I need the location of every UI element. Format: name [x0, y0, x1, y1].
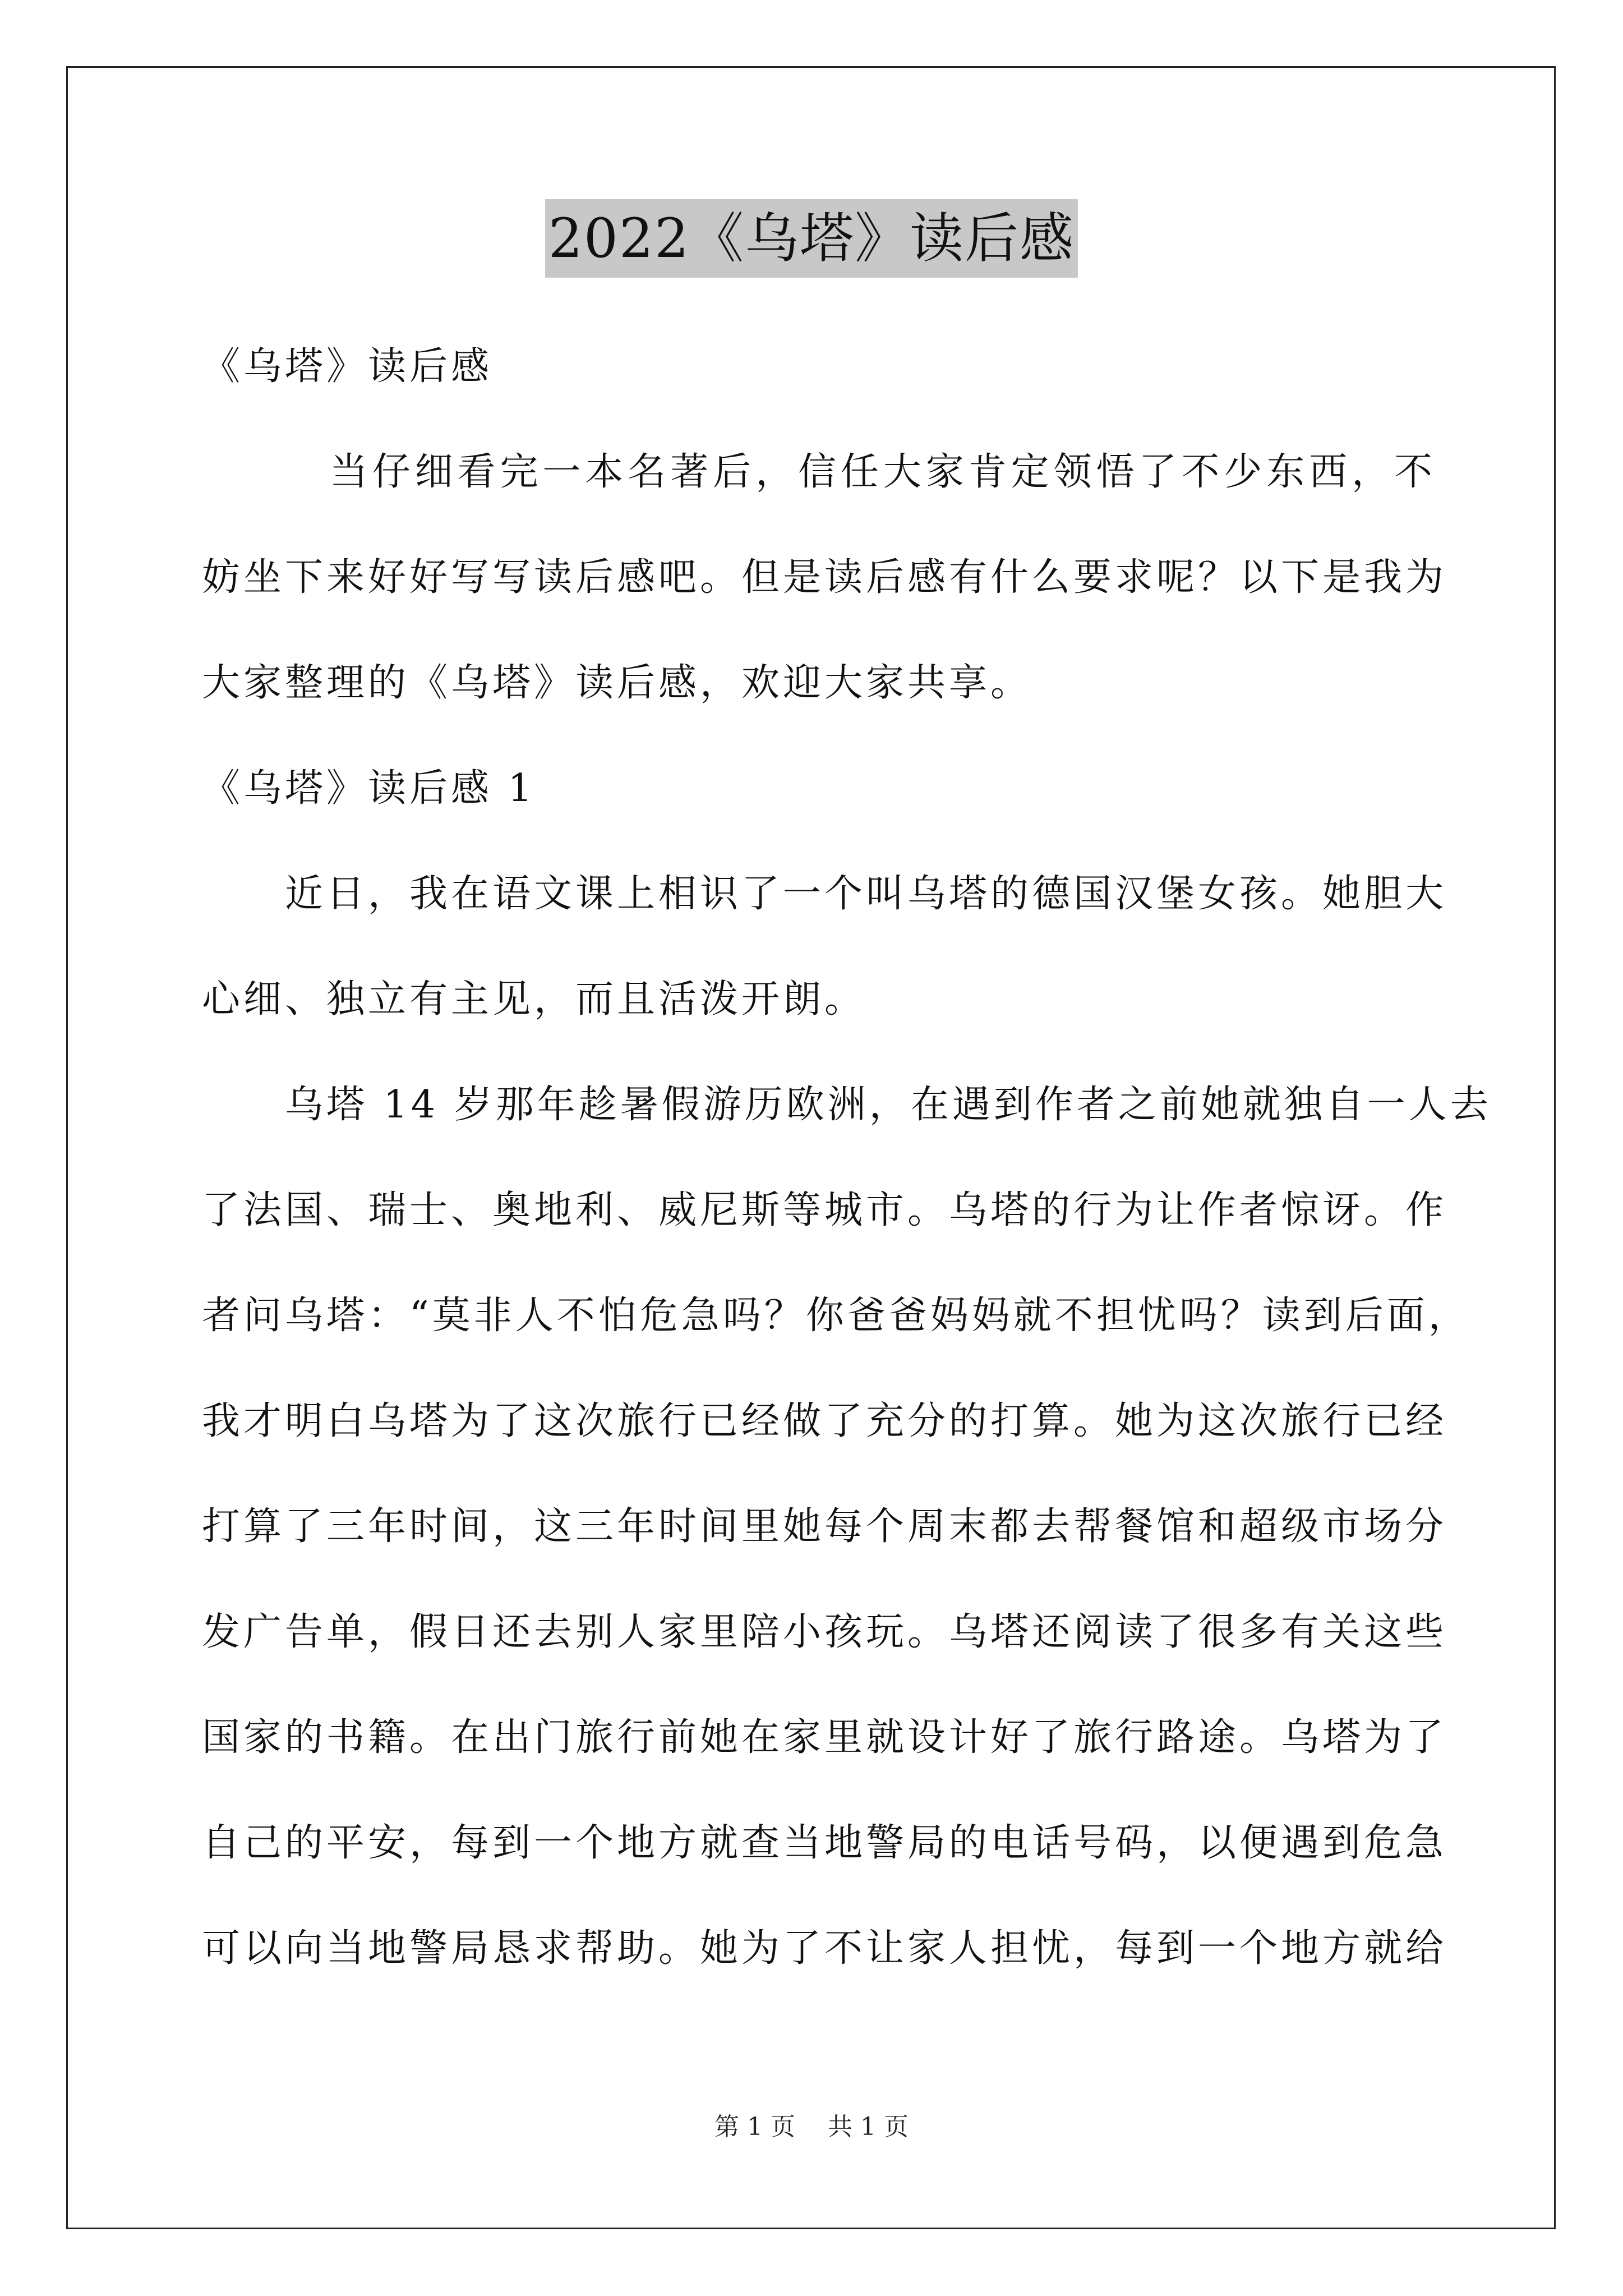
body-line: 发广告单，假日还去别人家里陪小孩玩。乌塔还阅读了很多有关这些	[202, 1610, 1447, 1654]
section-heading: 《乌塔》读后感 1	[202, 766, 536, 811]
page-number-current: 第 1 页	[714, 2113, 795, 2141]
section-heading: 《乌塔》读后感	[202, 344, 493, 389]
body-line: 近日，我在语文课上相识了一个叫乌塔的德国汉堡女孩。她胆大	[202, 872, 1447, 916]
body-line: 了法国、瑞士、奥地利、威尼斯等城市。乌塔的行为让作者惊讶。作	[202, 1188, 1447, 1232]
body-line: 当仔细看完一本名著后，信任大家肯定领悟了不少东西，不	[202, 450, 1436, 494]
body-line: 心细、独立有主见，而且活泼开朗。	[202, 977, 866, 1022]
body-line: 国家的书籍。在出门旅行前她在家里就设计好了旅行路途。乌塔为了	[202, 1715, 1447, 1760]
body-line: 妨坐下来好好写写读后感吧。但是读后感有什么要求呢？以下是我为	[202, 555, 1447, 600]
body-line: 大家整理的《乌塔》读后感，欢迎大家共享。	[202, 661, 1032, 705]
body-line: 者问乌塔：“莫非人不怕危急吗？你爸爸妈妈就不担忧吗？读到后面，	[202, 1294, 1470, 1338]
body-line: 可以向当地警局恳求帮助。她为了不让家人担忧，每到一个地方就给	[202, 1926, 1447, 1971]
body-line: 打算了三年时间，这三年时间里她每个周末都去帮餐馆和超级市场分	[202, 1504, 1447, 1549]
body-line: 乌塔 14 岁那年趁暑假游历欧洲，在遇到作者之前她就独自一人去	[202, 1083, 1492, 1127]
page-footer	[0, 2106, 1623, 2142]
document-body	[202, 314, 1492, 2001]
page-number-total: 共 1 页	[828, 2113, 909, 2141]
document-title: 2022《乌塔》读后感	[545, 199, 1078, 278]
title-container	[0, 199, 1623, 278]
body-line: 我才明白乌塔为了这次旅行已经做了充分的打算。她为这次旅行已经	[202, 1399, 1447, 1443]
body-line: 自己的平安，每到一个地方就查当地警局的电话号码，以便遇到危急	[202, 1821, 1447, 1865]
